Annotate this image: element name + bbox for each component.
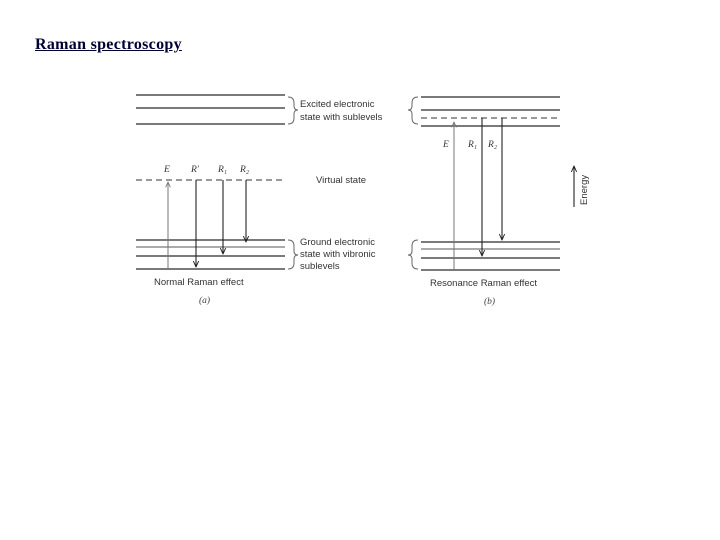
a-label-R1: R₁ — [218, 165, 228, 175]
a-label-E: E — [164, 165, 170, 175]
excited-brace-left — [288, 97, 298, 124]
ground-state-label-line1: Ground electronic — [300, 237, 375, 248]
slide-title: Raman spectroscopy — [35, 36, 182, 53]
caption-tag-a: (a) — [199, 296, 211, 306]
virtual-state-label: Virtual state — [316, 175, 366, 186]
ground-state-label-line2: state with vibronic — [300, 249, 376, 260]
excited-brace-right — [408, 97, 418, 124]
ground-state-label-line3: sublevels — [300, 261, 340, 272]
b-label-R1: R₁ — [468, 140, 478, 150]
a-label-R2: R₂ — [240, 165, 250, 175]
ground-brace-right — [408, 240, 418, 269]
excited-state-label-line1: Excited electronic — [300, 99, 375, 110]
excited-state-label-line2: state with sublevels — [300, 112, 383, 123]
a-label-R-prime: R′ — [191, 165, 199, 175]
energy-label: Energy — [579, 174, 590, 205]
b-label-E: E — [443, 140, 449, 150]
caption-tag-b: (b) — [484, 297, 496, 307]
b-label-R2: R₂ — [488, 140, 498, 150]
caption-normal-raman: Normal Raman effect — [154, 277, 244, 288]
caption-resonance-raman: Resonance Raman effect — [430, 278, 538, 289]
ground-brace-left — [288, 240, 298, 269]
